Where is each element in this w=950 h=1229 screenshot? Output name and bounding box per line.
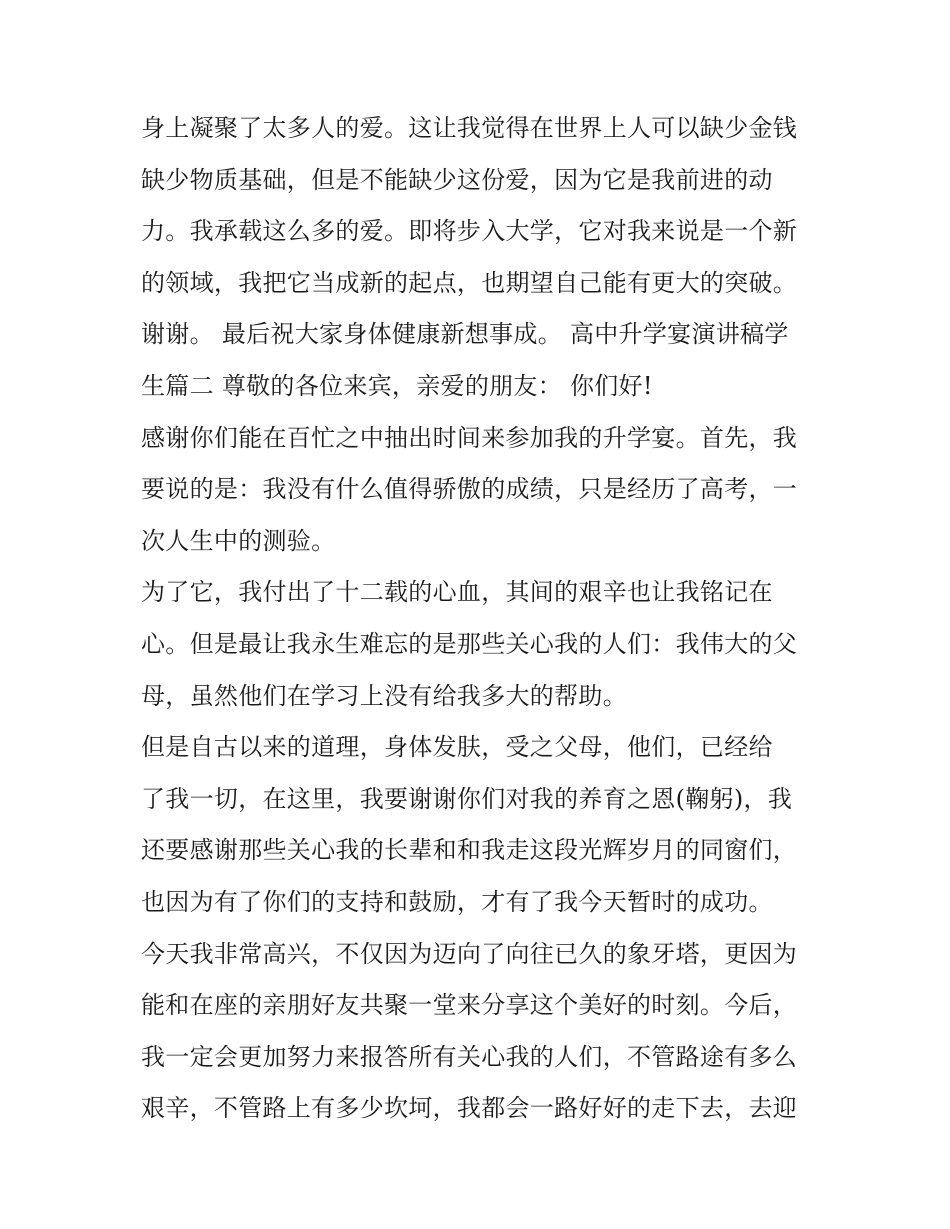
document-body bbox=[141, 108, 816, 1140]
text-line-2: 缺少物质基础，但是不能缺少这份爱，因为它是我前进的动 bbox=[141, 165, 773, 194]
text-line-15: 还要感谢那些关心我的长辈和和我走这段光辉岁月的同窗们， bbox=[141, 836, 798, 865]
text-line-17: 今天我非常高兴，不仅因为迈向了向往已久的象牙塔，更因为 bbox=[141, 939, 798, 968]
text-line-6: 生篇二 尊敬的各位来宾，亲爱的朋友： 你们好! bbox=[141, 371, 653, 400]
text-line-10: 为了它，我付出了十二载的心血，其间的艰辛也让我铭记在 bbox=[141, 578, 773, 607]
text-line-18: 能和在座的亲朋好友共聚一堂来分享这个美好的时刻。今后， bbox=[141, 991, 798, 1020]
text-line-7: 感谢你们能在百忙之中抽出时间来参加我的升学宴。首先，我 bbox=[141, 423, 798, 452]
text-line-4: 的领域，我把它当成新的起点，也期望自己能有更大的突破。 bbox=[141, 268, 798, 297]
text-line-8: 要说的是：我没有什么值得骄傲的成绩，只是经历了高考，一 bbox=[141, 475, 798, 504]
text-line-12: 母，虽然他们在学习上没有给我多大的帮助。 bbox=[141, 681, 627, 710]
text-line-9: 次人生中的测验。 bbox=[141, 526, 336, 555]
text-line-1: 身上凝聚了太多人的爱。这让我觉得在世界上人可以缺少金钱 bbox=[141, 114, 798, 142]
text-line-19: 我一定会更加努力来报答所有关心我的人们，不管路途有多么 bbox=[141, 1042, 798, 1071]
text-line-11: 心。但是最让我永生难忘的是那些关心我的人们：我伟大的父 bbox=[141, 629, 798, 658]
text-line-20: 艰辛，不管路上有多少坎坷，我都会一路好好的走下去，去迎 bbox=[141, 1094, 798, 1123]
text-line-14: 了我一切，在这里，我要谢谢你们对我的养育之恩(鞠躬)，我 bbox=[141, 784, 793, 813]
text-line-5: 谢谢。 最后祝大家身体健康新想事成。 高中升学宴演讲稿学 bbox=[141, 320, 789, 349]
text-line-16: 也因为有了你们的支持和鼓励，才有了我今天暂时的成功。 bbox=[141, 887, 773, 916]
text-line-3: 力。我承载这么多的爱。即将步入大学，它对我来说是一个新 bbox=[141, 217, 798, 246]
text-line-13: 但是自古以来的道理，身体发肤，受之父母，他们，已经给 bbox=[141, 733, 773, 762]
